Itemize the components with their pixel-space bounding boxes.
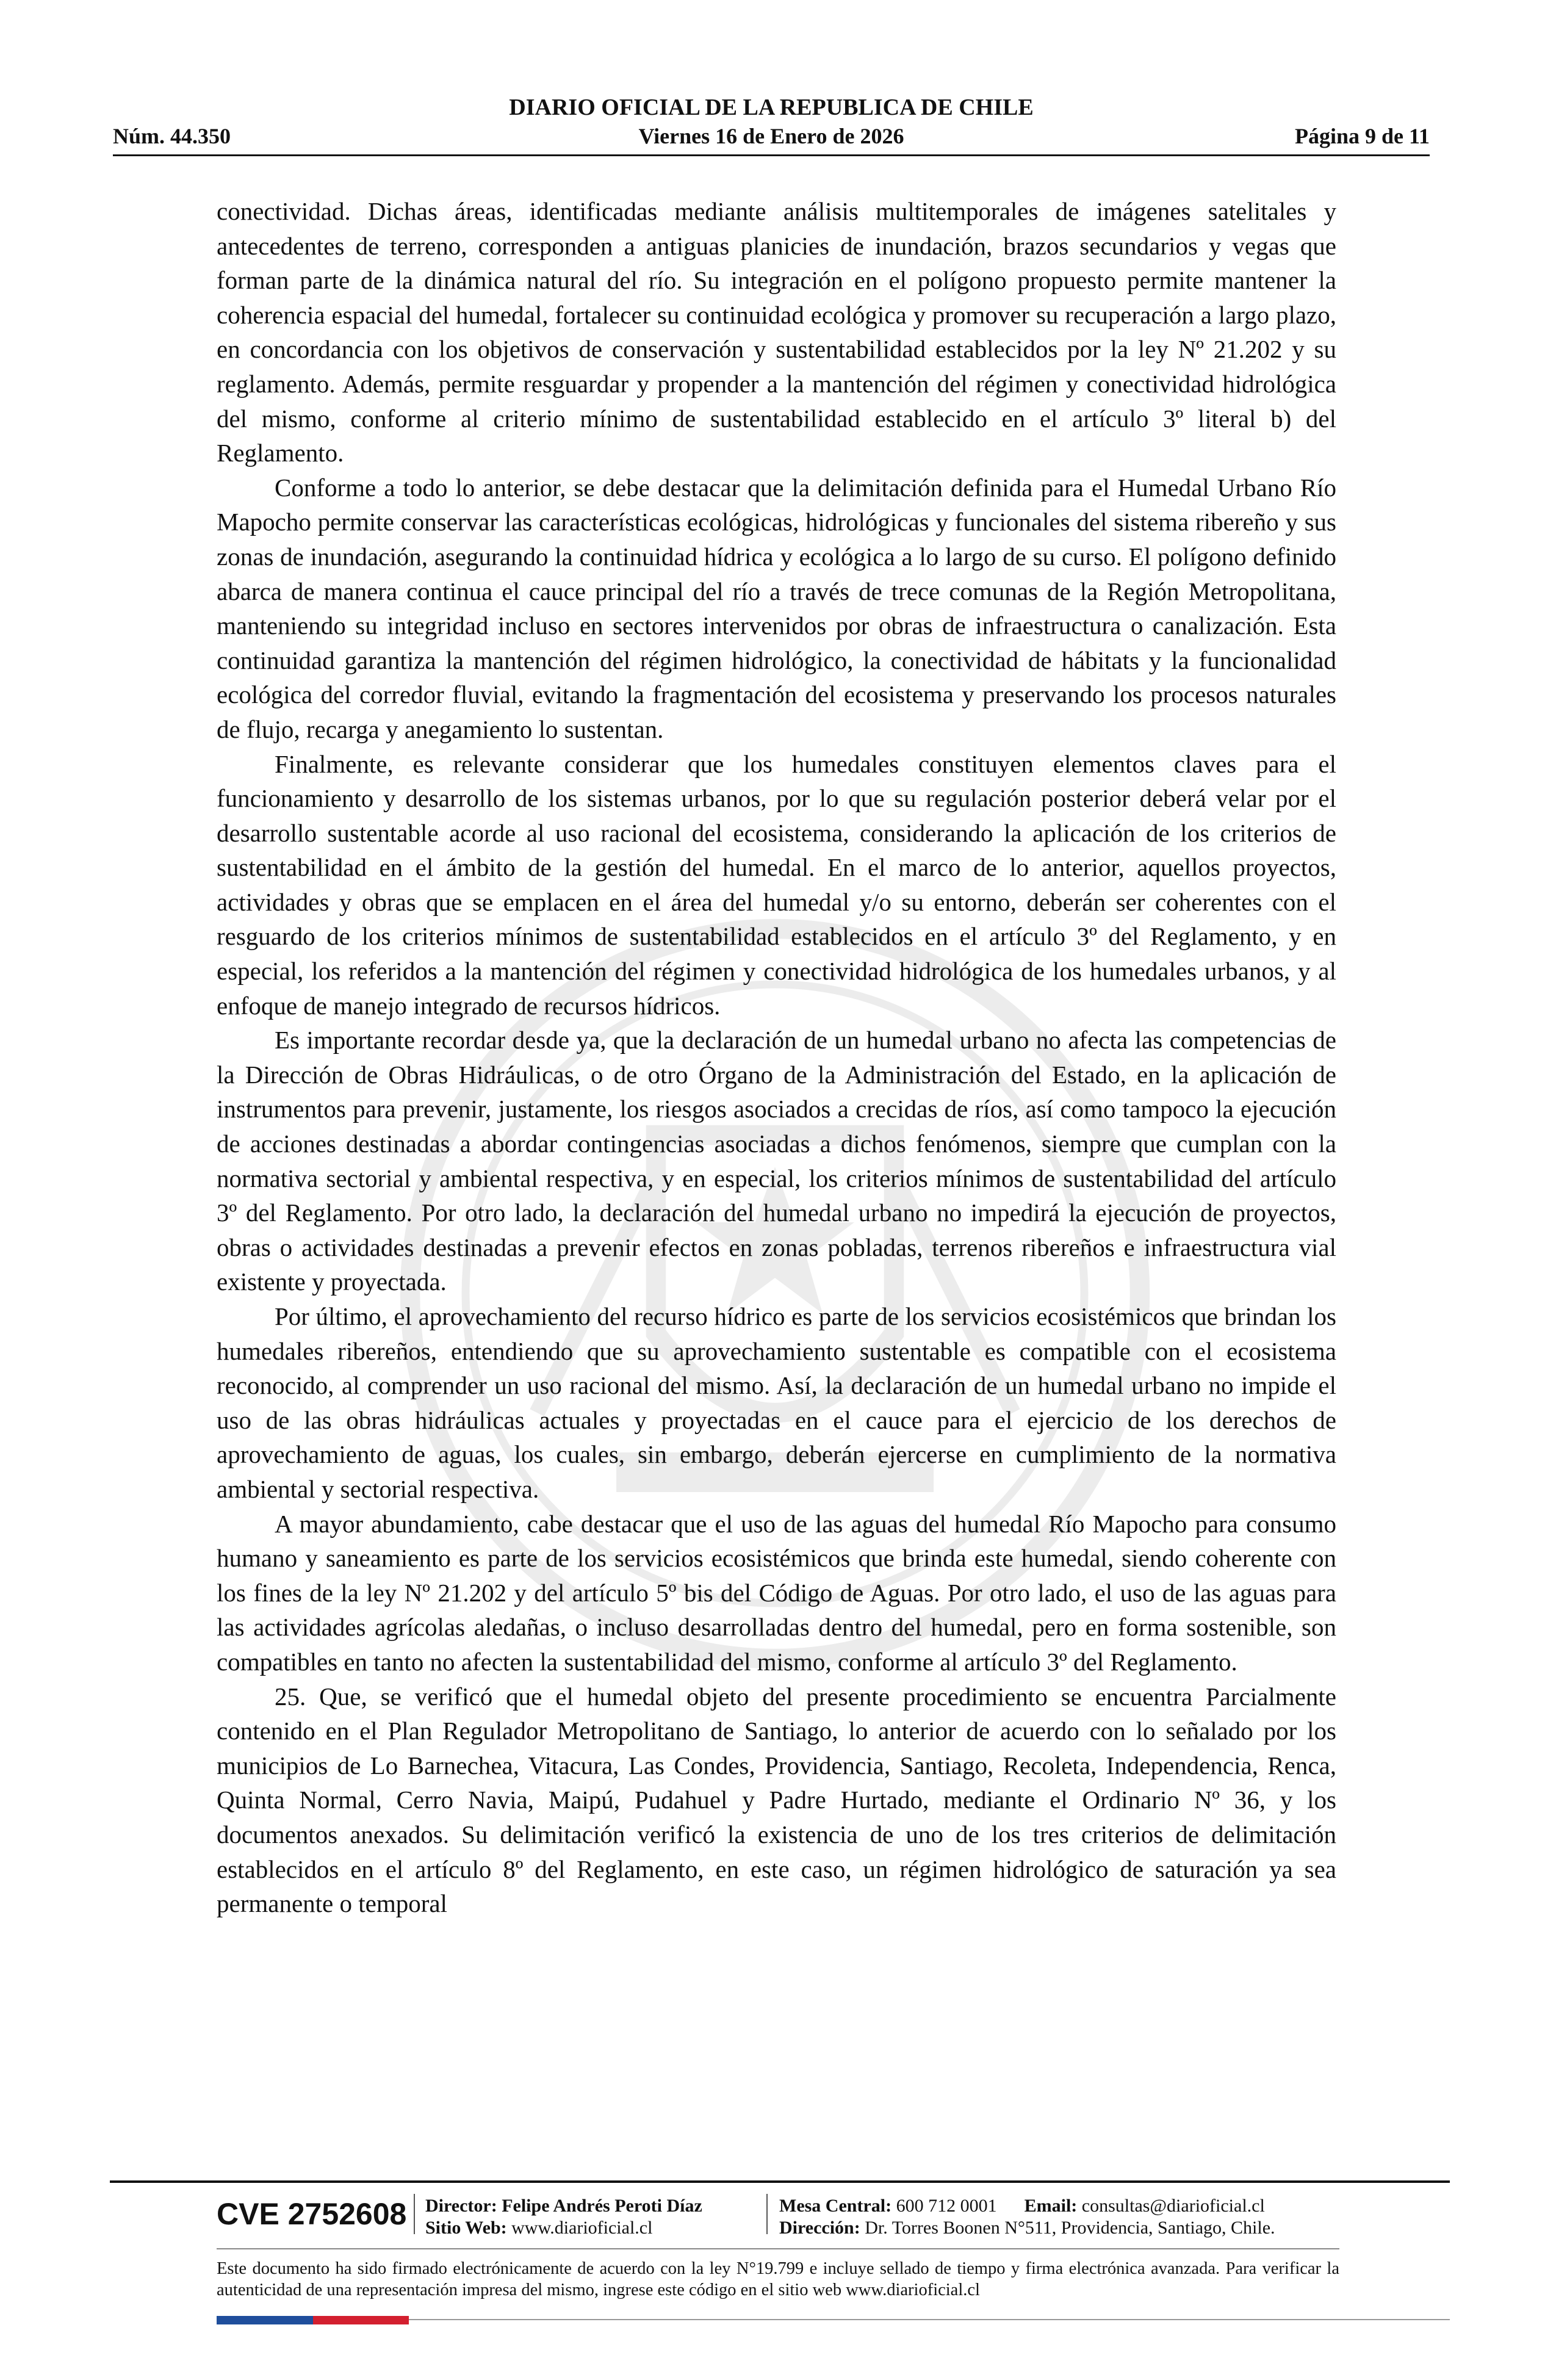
paragraph: Finalmente, es relevante considerar que los humedales constituyen elementos claves para el funcionamiento y desarrollo de los sistemas urbanos, por lo que su regulación posterior deberá velar por el desarrollo sustentable acorde al uso racional del ecosistema, considerando la aplicación de los criterios de sustentabilidad en el ámbito de la gestión del humedal. En el marco de lo anterior, aquellos proyectos, actividades y obras que se emplacen en el área del humedal y/o su entorno, deberán ser coherentes con el resguardo de los criterios mínimos de sustentabilidad establecidos en el artículo 3º del Reglamento, y en especial, los referidos a la mantención del régimen y conectividad hidrológica de los humedales urbanos, y al enfoque de manejo integrado de recursos hídricos. bbox=[217, 749, 1336, 1020]
paragraph: Por último, el aprovechamiento del recurso hídrico es parte de los servicios ecosistémicos que brindan los humedales ribereños, entendiendo que su aprovechamiento sustentable es compatible con el ecosistema reconocido, al comprender un uso racional del mismo. Así, la declaración de un humedal urbano no impide el uso de las obras hidráulicas actuales y proyectadas en el cauce para el ejercicio de los derechos de aprovechamiento de aguas, los cuales, sin embargo, deberán ejercerse en cumplimiento de la normativa ambiental y sectorial respectiva. bbox=[217, 1302, 1336, 1503]
page-header bbox=[113, 92, 1430, 159]
director-name: Felipe Andrés Peroti Díaz bbox=[502, 2196, 702, 2216]
contact-info bbox=[779, 2195, 1275, 2239]
issue-number: Núm. 44.350 bbox=[113, 124, 231, 148]
footer-separator bbox=[414, 2194, 415, 2234]
paragraph: A mayor abundamiento, cabe destacar que el uso de las aguas del humedal Río Mapocho para consumo humano y saneamiento es parte de los servicios ecosistémicos que brinda este humedal, siendo coherente con los fines de la ley Nº 21.202 y del artículo 5º bis del Código de Aguas. Por otro lado, el uso de las aguas para las actividades agrícolas aledañas, o incluso desarrolladas dentro del humedal, pero en forma sostenible, son compatibles en tanto no afecten la sustentabilidad del mismo, conforme al artículo 3º del Reglamento. bbox=[217, 1509, 1336, 1676]
address-label: Dirección: bbox=[779, 2218, 860, 2238]
paragraph: Conforme a todo lo anterior, se debe destacar que la delimitación definida para el Humedal Urbano Río Mapocho permite conservar las características ecológicas, hidrológicas y funcionales del sistema ribereño y sus zonas de inundación, asegurando la continuidad hídrica y ecológica a lo largo de su curso. El polígono definido abarca de manera continua el cauce principal del río a través de trece comunas de la Región Metropolitana, manteniendo su integridad incluso en sectores intervenidos por obras de infraestructura o canalización. Esta continuidad garantiza la mantención del régimen hidrológico, la conectividad de hábitats y la funcionalidad ecológica del corredor fluvial, evitando la fragmentación del ecosistema y preservando los procesos naturales de flujo, recarga y anegamiento lo sustentan. bbox=[217, 473, 1336, 743]
flag-stripe-blue bbox=[217, 2316, 313, 2324]
website-label: Sitio Web: bbox=[425, 2218, 507, 2238]
page-number: Página 9 de 11 bbox=[1294, 124, 1430, 148]
footer-separator bbox=[766, 2194, 768, 2234]
footer-divider bbox=[110, 2180, 1450, 2183]
header-divider bbox=[113, 154, 1430, 156]
mesa-central-label: Mesa Central: bbox=[779, 2196, 892, 2216]
flag-stripe-red bbox=[313, 2316, 409, 2324]
email-label: Email: bbox=[1024, 2196, 1078, 2216]
cve-code: CVE 2752608 bbox=[217, 2197, 407, 2231]
website-link[interactable]: www.diarioficial.cl bbox=[511, 2218, 653, 2238]
legal-notice: Este documento ha sido firmado electrónicamente de acuerdo con la ley N°19.799 e incluye sellado de tiempo y firma electrónica avanzada. Para verificar la autenticidad de una representación impresa del mismo, ingrese este código en el sitio web www.diarioficial.cl bbox=[217, 2259, 1339, 2299]
footer-bottom-rule bbox=[409, 2319, 1450, 2320]
publication-title: DIARIO OFICIAL DE LA REPUBLICA DE CHILE bbox=[509, 95, 1034, 120]
paragraph: 25. Que, se verificó que el humedal objeto del presente procedimiento se encuentra Parcialmente contenido en el Plan Regulador Metropolitano de Santiago, lo anterior de acuerdo con lo señalado por los municipios de Lo Barnechea, Vitacura, Las Condes, Providencia, Santiago, Recoleta, Independencia, Renca, Quinta Normal, Cerro Navia, Maipú, Pudahuel y Padre Hurtado, mediante el Ordinario Nº 36, y los documentos anexados. Su delimitación verificó la existencia de uno de los tres criterios de delimitación establecidos en el artículo 8º del Reglamento, en este caso, un régimen hidrológico de saturación ya sea permanente o temporal bbox=[217, 1682, 1336, 1918]
flag-stripe bbox=[217, 2316, 409, 2324]
mesa-central-phone: 600 712 0001 bbox=[896, 2196, 997, 2216]
address-value: Dr. Torres Boonen N°511, Providencia, Santiago, Chile. bbox=[865, 2218, 1275, 2238]
director-label: Director: bbox=[425, 2196, 497, 2216]
footer-thin-divider bbox=[217, 2248, 1339, 2249]
email-link[interactable]: consultas@diarioficial.cl bbox=[1081, 2196, 1265, 2216]
issue-date: Viernes 16 de Enero de 2026 bbox=[638, 124, 904, 148]
paragraph: Es importante recordar desde ya, que la declaración de un humedal urbano no afecta las competencias de la Dirección de Obras Hidráulicas, o de otro Órgano de la Administración del Estado, en la aplicación de instrumentos para prevenir, justamente, los riesgos asociados a crecidas de ríos, así como tampoco la ejecución de acciones destinadas a abordar contingencias asociadas a dichos fenómenos, siempre que cumplan con la normativa sectorial y ambiental respectiva, y en especial, los criterios mínimos de sustentabilidad del artículo 3º del Reglamento. Por otro lado, la declaración del humedal urbano no impedirá la ejecución de proyectos, obras o actividades destinadas a prevenir efectos en zonas pobladas, terrenos ribereños e infraestructura vial existente y proyectada. bbox=[217, 1026, 1336, 1296]
document-body bbox=[217, 194, 1336, 1921]
paragraph: conectividad. Dichas áreas, identificadas mediante análisis multitemporales de imágenes satelitales y antecedentes de terreno, corresponden a antiguas planicies de inundación, brazos secundarios y vegas que forman parte de la dinámica natural del río. Su integración en el polígono propuesto permite mantener la coherencia espacial del humedal, fortalecer su continuidad ecológica y promover su recuperación a largo plazo, en concordancia con los objetivos de conservación y sustentabilidad establecidos por la ley Nº 21.202 y su reglamento. Además, permite resguardar y propender a la mantención del régimen y conectividad hidrológica del mismo, conforme al criterio mínimo de sustentabilidad establecido en el artículo 3º literal b) del Reglamento. bbox=[217, 197, 1336, 467]
director-info bbox=[425, 2195, 702, 2239]
